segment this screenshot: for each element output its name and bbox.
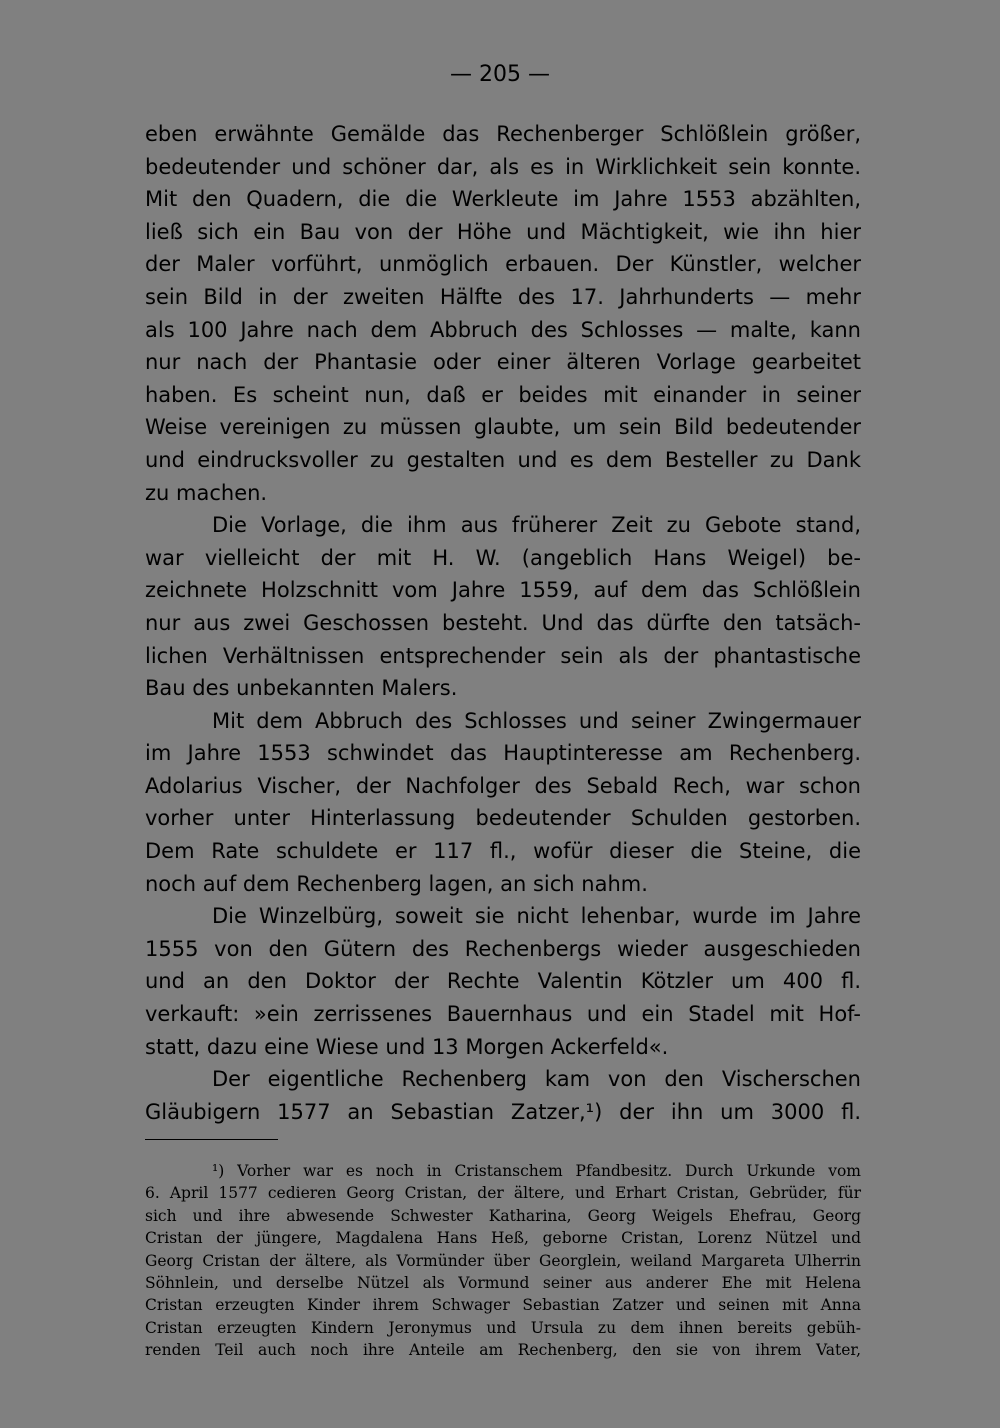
- text-line: noch auf dem Rechenberg lagen, an sich nahm.: [145, 871, 648, 896]
- text-line: sein Bild in der zweiten Hälfte des 17. Jahrhunderts — mehr: [145, 284, 861, 309]
- text-line: nur nach der Phantasie oder einer älteren Vorlage gearbeitet: [145, 350, 861, 375]
- text-line: im Jahre 1553 schwindet das Hauptinteresse am Rechenberg.: [145, 741, 861, 766]
- text-line: Der eigentliche Rechenberg kam von den Vischerschen: [212, 1067, 861, 1092]
- text-line: Die Winzelbürg, soweit sie nicht lehenbar, wurde im Jahre: [212, 904, 861, 929]
- footnote-line: 6. April 1577 cedieren Georg Cristan, der ältere, und Erhart Cristan, Gebrüder, für: [145, 1184, 861, 1203]
- footnote-divider: [145, 1139, 278, 1140]
- text-line: Die Vorlage, die ihm aus früherer Zeit zu Gebote stand,: [212, 513, 861, 538]
- paragraph: [145, 118, 861, 509]
- text-line: vorher unter Hinterlassung bedeutender Schulden gestorben.: [145, 806, 861, 831]
- text-line: zeichnete Holzschnitt vom Jahre 1559, auf dem das Schlößlein: [145, 578, 861, 603]
- paragraph: [145, 705, 861, 901]
- footnote: [145, 1160, 861, 1362]
- footnote-line: Georg Cristan der ältere, als Vormünder über Georglein, weiland Margareta Ulherrin: [145, 1251, 861, 1270]
- footnote-line: Cristan der jüngere, Magdalena Hans Heß, geborne Cristan, Lorenz Nützel und: [145, 1229, 861, 1248]
- text-line: lichen Verhältnissen entsprechender sein als der phantastische: [145, 643, 861, 668]
- text-line: war vielleicht der mit H. W. (angeblich Hans Weigel) be-: [145, 545, 861, 570]
- text-line: und eindrucksvoller zu gestalten und es dem Besteller zu Dank: [145, 447, 861, 472]
- text-line: als 100 Jahre nach dem Abbruch des Schlosses — malte, kann: [145, 317, 861, 342]
- footnote-line: ¹) Vorher war es noch in Cristanschem Pfandbesitz. Durch Urkunde vom: [212, 1162, 861, 1180]
- text-line: und an den Doktor der Rechte Valentin Kötzler um 400 fl.: [145, 969, 861, 994]
- text-line: Adolarius Vischer, der Nachfolger des Sebald Rech, war schon: [145, 773, 861, 798]
- text-line: statt, dazu eine Wiese und 13 Morgen Ackerfeld«.: [145, 1034, 669, 1059]
- text-line: eben erwähnte Gemälde das Rechenberger Schlößlein größer,: [145, 122, 861, 146]
- paragraph: [145, 509, 861, 705]
- footnote-line: Söhnlein, und derselbe Nützel als Vormund seiner aus anderer Ehe mit Helena: [145, 1274, 861, 1293]
- text-line: haben. Es scheint nun, daß er beides mit einander in seiner: [145, 382, 861, 407]
- text-line: Gläubigern 1577 an Sebastian Zatzer,¹) der ihn um 3000 fl.: [145, 1099, 861, 1124]
- paragraph: [145, 900, 861, 1063]
- text-line: 1555 von den Gütern des Rechenbergs wieder ausgeschieden: [145, 936, 861, 961]
- text-line: ließ sich ein Bau von der Höhe und Mächtigkeit, wie ihn hier: [145, 219, 861, 244]
- footnote-line: renden Teil auch noch ihre Anteile am Rechenberg, den sie von ihrem Vater,: [145, 1341, 861, 1360]
- footnote-line: sich und ihre abwesende Schwester Katharina, Georg Weigels Ehefrau, Georg: [145, 1206, 861, 1225]
- text-line: nur aus zwei Geschossen besteht. Und das dürfte den tatsäch-: [145, 610, 861, 635]
- main-text: [145, 118, 861, 1128]
- text-line: verkauft: »ein zerrissenes Bauernhaus und ein Stadel mit Hof-: [145, 1002, 861, 1027]
- page-number: — 205 —: [450, 62, 550, 87]
- text-line: Mit den Quadern, die die Werkleute im Jahre 1553 abzählten,: [145, 187, 861, 212]
- text-line: zu machen.: [145, 480, 268, 505]
- text-line: der Maler vorführt, unmöglich erbauen. Der Künstler, welcher: [145, 252, 861, 277]
- paragraph: [145, 1063, 861, 1128]
- text-line: Bau des unbekannten Malers.: [145, 676, 458, 701]
- text-line: Weise vereinigen zu müssen glaubte, um sein Bild bedeutender: [145, 415, 861, 440]
- footnote-line: Cristan erzeugten Kindern Jeronymus und Ursula zu dem ihnen bereits gebüh-: [145, 1318, 861, 1337]
- text-line: bedeutender und schöner dar, als es in Wirklichkeit sein konnte.: [145, 154, 861, 179]
- text-line: Mit dem Abbruch des Schlosses und seiner Zwingermauer: [212, 708, 861, 733]
- text-line: Dem Rate schuldete er 117 fl., wofür dieser die Steine, die: [145, 839, 861, 864]
- footnote-line: Cristan erzeugten Kinder ihrem Schwager Sebastian Zatzer und seinen mit Anna: [145, 1296, 861, 1315]
